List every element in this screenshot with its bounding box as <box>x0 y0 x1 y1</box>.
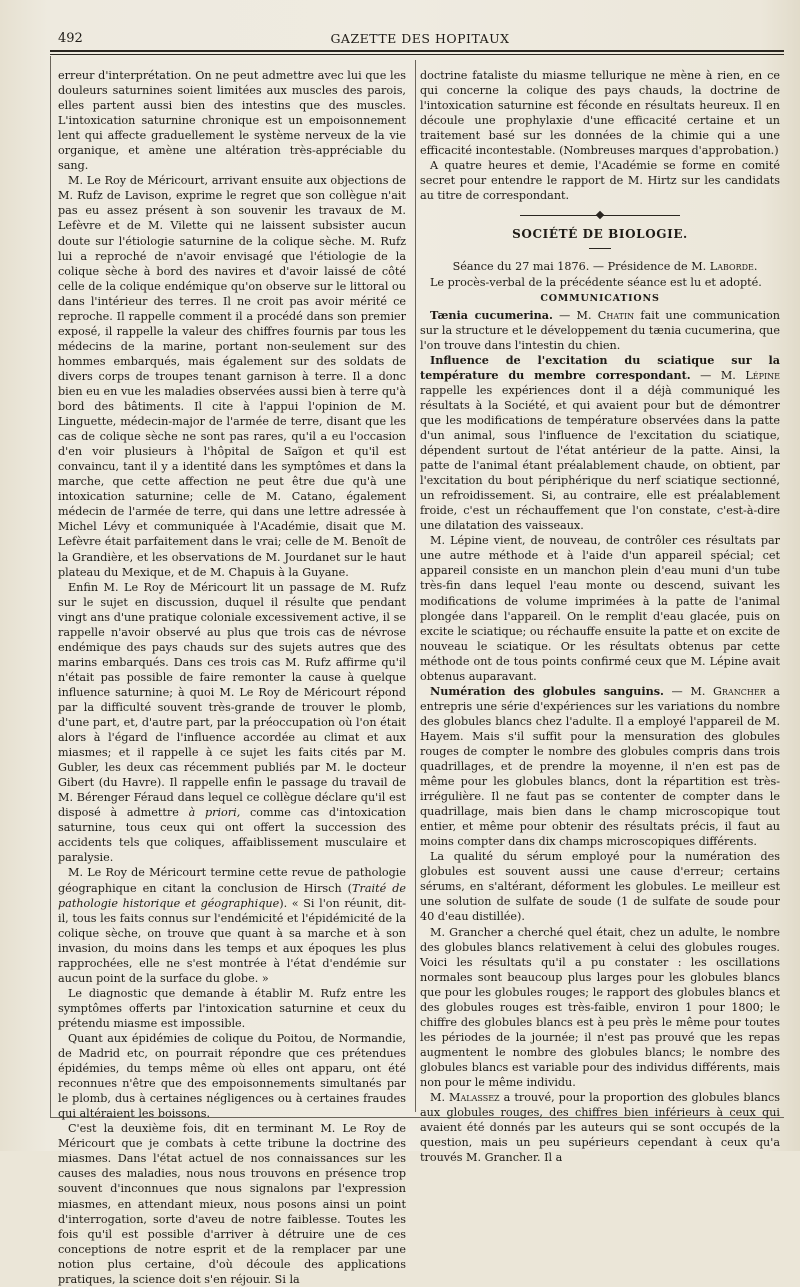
journal-title: GAZETTE DES HOPITAUX <box>330 31 510 46</box>
right-column <box>420 68 780 1165</box>
text-run: — <box>690 368 721 382</box>
paragraph <box>58 580 406 866</box>
section-title: SOCIÉTÉ DE BIOLOGIE. <box>512 227 688 242</box>
paragraph <box>420 1090 780 1165</box>
section-separator <box>420 207 780 223</box>
header-rule-thin <box>50 54 784 55</box>
paragraph: erreur d'interprétation. On ne peut admettre avec lui que les douleurs saturnines soient limitées aux muscles des parois, elles partent aussi bien des intestins que des muscles. L'intoxication saturnine chronique est un empoisonnement lent qui affecte graduellement le système nerveux de la vie organique, et amène une altération très-appréciable du sang. <box>58 69 406 173</box>
text-run: Séance du 27 mai 1876. — Présidence de M. <box>452 260 707 274</box>
page-number: 492 <box>58 31 83 46</box>
paragraph: M. Le Roy de Méricourt, arrivant ensuite aux objections de M. Rufz de Lavison, exprime le regret que son collègue n'ait pas eu assez présent à son souvenir les travaux de M. Lefèvre et de M. Vilette qui ne laissent subsister aucun doute sur l'étiologie saturnine de la colique sèche. M. Rufz lui a reproché de n'avoir envisagé que l'étiologie de la colique sèche à bord des navires et d'avoir laissé de côté celle de la colique endémique qu'on observe sur le littoral ou dans l'intérieur des terres. Il ne croit pas avoir mérité ce reproche. Il rappelle comment il a procédé dans son premier exposé, il rappelle la valeur des chiffres fournis par tous les médecins de la marine, portant non-seulement sur des hommes embarqués, mais également sur des soldats de divers corps de troupes tenant garnison à terre. Il a donc bien eu en vue les maladies observées aussi bien à terre qu'à bord des bâtiments. Il cite à l'appui l'opinion de M. Linguette, médecin-major de l'armée de terre, disant que les cas de colique sèche ne sont pas rares, qu'il a eu l'occasion d'en voir plusieurs à l'hôpital de Saïgon et qu'il est convaincu, tant il y a identité dans les symptômes et dans la marche, que cette affection ne peut être due qu'à une intoxication saturnine; celle de M. Catano, également médecin de l'armée de terre, qui dans une lettre adressée à Michel Lévy et communiquée à l'Académie, disait que M. Lefèvre était parfaitement dans le vrai; celle de M. Benoît de la Grandière, et les observations de M. Jourdanet sur le haut plateau du Mexique, et de M. Chapuis à la Guyane. <box>58 174 406 579</box>
text-run: a trouvé, pour la proportion des globules blancs aux globules rouges, des chiffres bien inférieurs à ceux qui avaient été donnés par les auteurs qui se sont occupés de la question, mais un peu supérieurs cependant à ceux qu'a trouvés M. Grancher. Il a <box>420 1091 780 1165</box>
separator-ornament <box>596 211 604 219</box>
text-run: — <box>663 684 691 698</box>
item-title: Tænia cucumerina. <box>430 307 553 322</box>
text-run: ). « Si l'on réunit, dit-il, tous les faits connus sur l'endémicité et l'épidémicité de la colique sèche, on trouve que quant à sa marche et à son invasion, du moins dans les temps et aux époques les plus rapprochées, elle ne s'est montrée à l'état d'endémie sur aucun point de la surface du globe. » <box>58 896 406 985</box>
text-run: — <box>552 308 577 322</box>
communication-item <box>420 353 780 534</box>
frame-left-border <box>50 56 51 1118</box>
paragraph: M. Lépine vient, de nouveau, de contrôler ces résultats par une autre méthode et à l'aide d'un appareil spécial; cet appareil consiste en un manchon plein d'eau muni d'un tube très-fin dans lequel l'eau monte ou descend, suivant les modifications de volume imprimées à la patte de l'animal plongée dans l'appareil. On le remplit d'eau glacée, puis on excite le sciatique; ou réchauffe ensuite la patte et on excite de nouveau le sciatique. Or les résultats obtenus par cette méthode ont de tous points confirmé ceux que M. Lépine avait obtenus auparavant. <box>420 534 781 683</box>
communications-heading: COMMUNICATIONS <box>540 292 660 304</box>
text-run: rappelle les expériences dont il a déjà communiqué les résultats à la Société, et qui avaient pour but de démontrer que les modifications de température observées dans la patte d'un animal, sous l'influence de l'excitation du sciatique, dépendent surtout de l'état antérieur de la patte. Ainsi, la patte de l'animal étant préalablement chaude, on obtient, par l'excitation du bout périphérique du nerf sciatique sectionné, un refroidissement. Si, au contraire, elle est préalablement froide, c'est un réchauffement que l'on constate, c'est-à-dire une dilatation des vaisseaux. <box>420 383 780 533</box>
seance-line <box>420 259 780 274</box>
paragraph: Quant aux épidémies de colique du Poitou, de Normandie, de Madrid etc, on pourrait répondre que ces prétendues épidémies, du temps même où elles ont apparu, ont été reconnues n'être que des empoisonnements simultanés par le plomb, dus à certaines négligences ou à certaines fraudes qui altéraient les boissons. <box>58 1032 406 1121</box>
communication-item <box>420 308 780 353</box>
paragraph: doctrine fataliste du miasme tellurique ne mène à rien, en ce qui concerne la colique des pays chauds, la doctrine de l'intoxication saturnine est féconde en résultats heureux. Il en découle une prophylaxie d'une efficacité certaine et un traitement basé sur les données de la chimie qui a une efficacité incontestable. (Nombreuses marques d'approbation.) <box>420 69 780 158</box>
item-title: Numération des globules sanguins. <box>430 683 664 698</box>
president-name: Laborde. <box>709 260 758 274</box>
page-header <box>58 31 782 47</box>
paragraph: A quatre heures et demie, l'Académie se forme en comité secret pour entendre le rapport de M. Hirtz sur les candidats au titre de correspondant. <box>420 159 780 203</box>
paragraph: La qualité du sérum employé pour la numération des globules est souvent aussi une cause d'erreur; certains sérums, en s'altérant, déforment les globules. Le meilleur est une solution de sulfate de soude (1 de sulfate de soude pour 40 d'eau distillée). <box>420 850 780 924</box>
italic-text: Traité de pathologie historique et géographique <box>58 881 406 910</box>
item-title: Influence de l'excitation du sciatique sur la température du membre correspondant. <box>420 352 780 382</box>
proces-verbal: Le procès-verbal de la précédente séance est lu et adopté. <box>430 275 762 289</box>
communication-item <box>420 684 780 850</box>
text-run: a entrepris une série d'expériences sur les variations du nombre des globules blancs chez l'adulte. Il a employé l'appareil de M. Hayem. Mais s'il suffit pour la mensuration des globules rouges de compter le nombre des globules compris dans trois quadrillages, et de prendre la moyenne, il n'en est pas de même pour les globules blancs, dont la répartition est très-irrégulière. Il ne faut pas se contenter de compter dans le quadrillage, mais bien dans le champ microscopique tout entier, et même pour obtenir des résultats précis, il faut au moins compter dans dix champs microscopiques différents. <box>420 684 780 849</box>
text-run: fait une communication sur la structure et le développement du tænia cucumerina, que l'on trouve dans l'intestin du chien. <box>420 308 780 352</box>
text-run: comme cas d'intoxication saturnine, tous ceux qui ont offert la succession des accidents tels que coliques, affaiblissement musculaire et paralysie. <box>58 806 407 865</box>
speaker-name: M. Malassez <box>430 1091 500 1105</box>
speaker-name: M. Grancher <box>690 684 766 698</box>
paragraph: C'est la deuxième fois, dit en terminant M. Le Roy de Méricourt que je combats à cette tribune la doctrine des miasmes. Dans l'état actuel de nos connaissances sur les causes des maladies, nous nous trouvons en présence trop souvent d'inconnues que nous signalons par l'expression miasmes, en attendant mieux, nous posons ainsi un point d'interrogation, sorte d'aveu de notre faiblesse. Toutes les fois qu'il est possible d'arriver à détruire une de ces conceptions de notre esprit et de la remplacer par une notion plus certaine, d'où découle des applications pratiques, la science doit s'en réjouir. Si la <box>58 1122 406 1286</box>
paragraph <box>58 865 406 985</box>
left-column <box>58 68 406 1287</box>
paragraph: M. Grancher a cherché quel était, chez un adulte, le nombre des globules blancs relativement à celui des globules rouges. Voici les résultats qu'il a pu constater : les oscillations normales sont beaucoup plus larges pour les globules blancs que pour les globules rouges; le rapport des globules blancs et des globules rouges est très-faible, environ 1 pour 1800; le chiffre des globules blancs est à peu près le même pour toutes les périodes de la journée; il n'est pas prouvé que les repas augmentent le nombre des globules blancs; le nombre des globules blancs est variable pour des individus différents, mais non pour le même individu. <box>420 925 780 1089</box>
column-divider <box>415 60 416 1112</box>
speaker-name: M. Chatin <box>576 308 635 322</box>
text-run: ( <box>341 881 353 895</box>
speaker-name: M. Lépine <box>720 368 780 382</box>
header-rule-thick <box>50 50 784 52</box>
title-underline <box>589 248 611 249</box>
paragraph: Le diagnostic que demande à établir M. Rufz entre les symptômes offerts par l'intoxication saturnine et ceux du prétendu miasme est impossible. <box>58 986 406 1030</box>
italic-text: à priori, <box>188 806 241 820</box>
text-run: M. Le Roy de Méricourt termine cette revue de pathologie géographique en citant la conclusion de Hirsch <box>58 866 406 895</box>
text-run: Enfin M. Le Roy de Méricourt lit un passage de M. Rufz sur le sujet en discussion, duquel il résulte que pendant vingt ans d'une pratique coloniale excessivement active, il se rappelle n'avoir observé au plus que trois cas de névrose endémique des pays chauds sur des sujets autres que des marins embarqués. Dans ces trois cas M. Rufz affirme qu'il n'était pas possible de faire remonter la cause à quelque influence saturnine; à quoi M. Le Roy de Méricourt répond par la difficulté souvent très-grande de trouver le plomb, d'une part, et, d'autre part, par la préoccupation où l'on était alors à l'égard de l'influence accordée au climat et aux miasmes; et il rappelle à ce sujet les faits cités par M. Gubler, les deux cas récemment publiés par M. le docteur Gibert (du Havre). Il rappelle enfin le passage du travail de M. Bérenger Féraud dans lequel ce collègue déclare qu'il est disposé à admettre <box>58 580 406 820</box>
